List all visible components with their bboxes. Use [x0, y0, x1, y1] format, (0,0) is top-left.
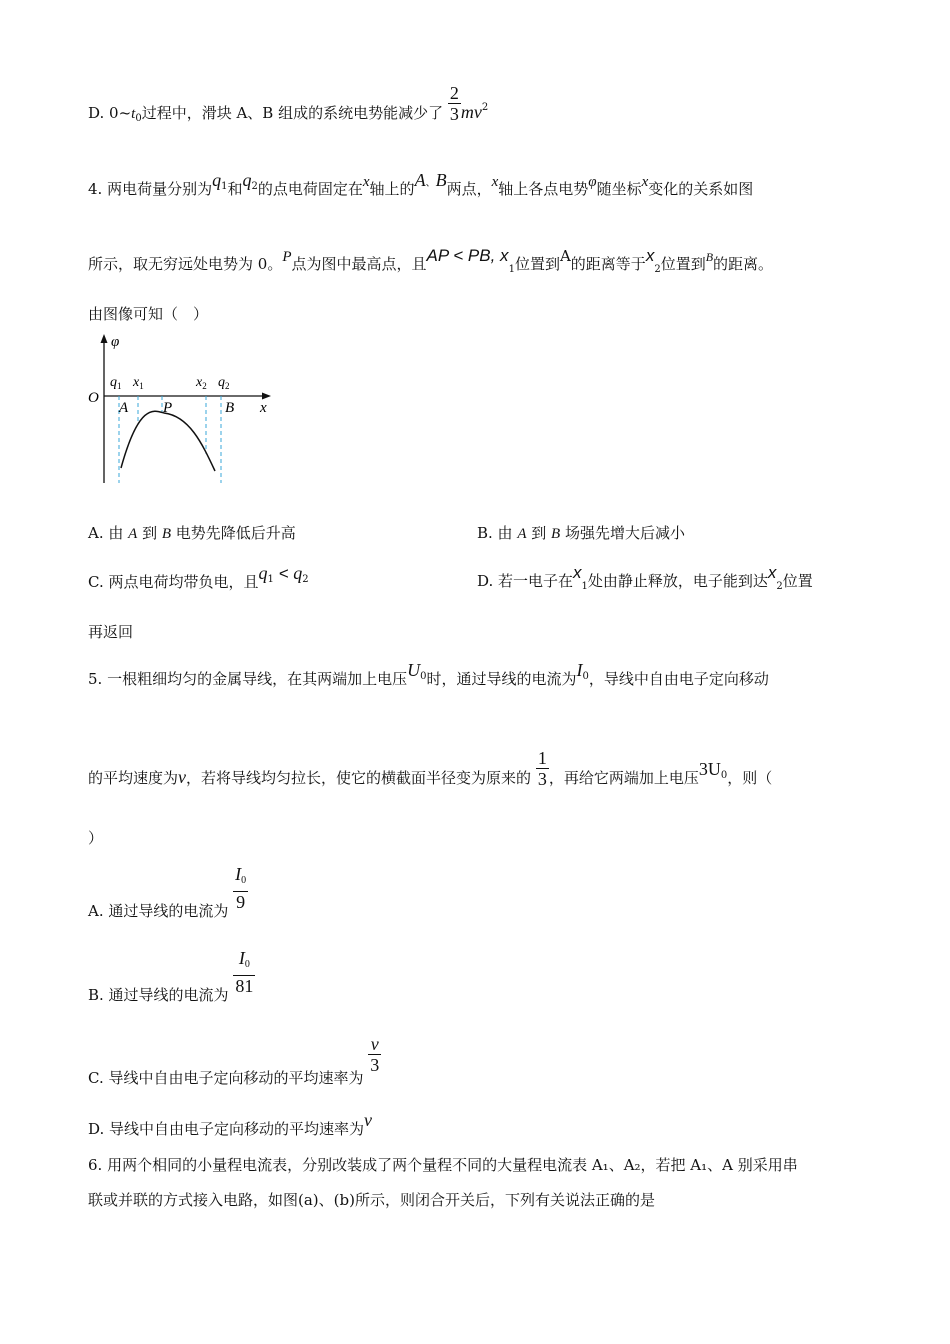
- q6-stem-line1: 6. 用两个相同的小量程电流表，分别改装成了两个量程不同的大量程电流表 A₁、A₂，若把 A₁、A 别采用串: [88, 1156, 798, 1174]
- x-axis-arrow: [262, 393, 271, 400]
- phi-axis-arrow: [101, 334, 108, 343]
- q4-option-b: B. 由 A 到 B 场强先增大后减小: [477, 524, 685, 542]
- t-var: t: [131, 106, 136, 122]
- q4-stem-line2: 所示，取无穷远处电势为 0。P点为图中最高点，且AP < PB, $x_1$位置到A的距离等于$x_2$位置到$^B$的距离。: [88, 246, 774, 275]
- x1-label: $x_1$: [133, 375, 144, 391]
- q5-stem-line2: 的平均速度为v，若将导线均匀拉长，使它的横截面半径变为原来的 $\frac{1}{3}$ ，再给它两端加上电压$3U^0$，则（: [88, 747, 773, 789]
- q4-stem-line1: 4. 两电荷量分别为$q_1$和$q_2$的点电荷固定在x轴上的A、B两点，x轴上各点电势φ随坐标x变化的关系如图: [88, 170, 754, 198]
- q4-stem-line3: 由图像可知（ ）: [88, 305, 209, 323]
- q2-label: $q_2$: [218, 375, 230, 391]
- q5-option-b: B. 通过导线的电流为 $\frac{I_0}{81}$: [88, 948, 254, 1004]
- fraction-i0-9: $\frac{I_0}{9}$: [235, 864, 247, 912]
- q5-stem-line3: ）: [88, 829, 104, 847]
- q4-option-c: C. 两点电荷均带负电，且$q_1 < q_2$: [88, 563, 309, 591]
- b-point-label: B: [225, 400, 235, 416]
- potential-graph: [84, 328, 284, 488]
- q1-label: $q_1$: [110, 375, 122, 391]
- x-label: x: [260, 400, 267, 416]
- potential-curve: [121, 411, 215, 471]
- q5-option-d: D. 导线中自由电子定向移动的平均速率为v: [88, 1110, 373, 1138]
- q4-option-d: D. 若一电子在$x_1$处由静止释放，电子能到达$x_2$位置: [477, 563, 813, 592]
- origin-label: O: [88, 390, 99, 406]
- q4-option-a: A. 由 A 到 B 电势先降低后升高: [88, 524, 296, 542]
- fraction-2-3: $\frac{2}{3}$: [449, 82, 459, 124]
- q3-option-d: D. $0\sim t_0$过程中，滑块 A、B 组成的系统电势能减少了 $\frac{2}{3}$ $mv^2$: [88, 82, 489, 124]
- fraction-v-3: $\frac{v}{3}$: [370, 1034, 380, 1075]
- q5-stem-line1: 5. 一根粗细均匀的金属导线，在其两端加上电压$U^0$时，通过导线的电流为$I^0$，导线中自由电子定向移动: [88, 660, 769, 688]
- fraction-i0-81: $\frac{I_0}{81}$: [235, 948, 254, 996]
- phi-label: φ: [111, 334, 120, 350]
- q5-option-a: A. 通过导线的电流为 $\frac{I_0}{9}$: [88, 864, 247, 920]
- a-point-label: A: [119, 400, 129, 416]
- q6-stem-line2: 联或并联的方式接入电路，如图(a)、(b)所示，则闭合开关后，下列有关说法正确的是: [88, 1191, 655, 1209]
- p-point-label: P: [163, 400, 173, 416]
- q5-option-c: C. 导线中自由电子定向移动的平均速率为 $\frac{v}{3}$: [88, 1034, 380, 1087]
- x2-label: $x_2$: [196, 375, 207, 391]
- q4-option-d-cont: 再返回: [88, 623, 134, 641]
- fraction-1-3: $\frac{1}{3}$: [537, 747, 547, 789]
